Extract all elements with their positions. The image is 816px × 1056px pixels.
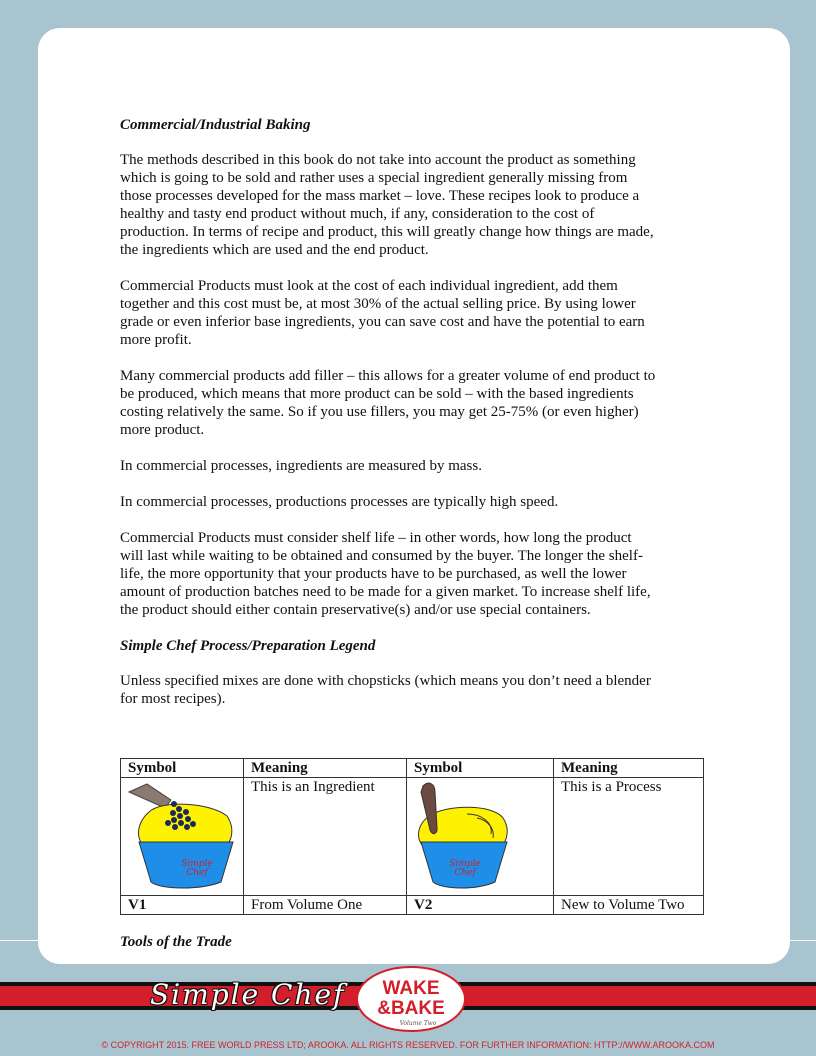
heading-legend: Simple Chef Process/Preparation Legend: [120, 638, 376, 654]
copyright-notice: © COPYRIGHT 2015. FREE WORLD PRESS LTD; AROOKA. ALL RIGHTS RESERVED. FOR FURTHER INFORMATION: HTTP://WWW.AROOKA.COM: [101, 1040, 715, 1050]
meaning-ingredient: This is an Ingredient: [244, 778, 407, 896]
svg-text:Chef: Chef: [186, 868, 208, 878]
header-meaning-1: Meaning: [244, 759, 407, 778]
paragraph-filler: Many commercial products add filler – this allows for a greater volume of end product to be produced, which means that more product can be sold – with the based ingredients costing relatively the same. So if you use fillers, you may get 25-75% (or even higher) more product.: [120, 368, 656, 438]
table-header-row: [121, 759, 704, 778]
heading-commercial-baking: Commercial/Industrial Baking: [120, 117, 311, 133]
table-row: [121, 896, 704, 915]
document-body: [120, 116, 705, 708]
header-symbol-1: Symbol: [121, 759, 244, 778]
process-bowl-icon: [407, 778, 553, 890]
logo-sub: Volume Two: [399, 1020, 437, 1027]
ingredient-symbol-cell: [121, 778, 244, 896]
heading-tools: Tools of the Trade: [120, 934, 232, 950]
wake-bake-logo: [356, 966, 466, 1032]
table-row: [121, 778, 704, 896]
ingredient-bowl-icon: [121, 778, 243, 890]
process-symbol-cell: [407, 778, 554, 896]
logo-line2: &BAKE: [377, 998, 445, 1019]
paragraph-mass: In commercial processes, ingredients are measured by mass.: [120, 458, 482, 474]
header-symbol-2: Symbol: [407, 759, 554, 778]
v2-label: V2: [407, 896, 554, 915]
paragraph-chopsticks: Unless specified mixes are done with chopsticks (which means you don’t need a blender for most recipes).: [120, 673, 651, 707]
bowl-brand-text: Simple: [181, 859, 213, 869]
logo-line1: WAKE: [382, 978, 440, 999]
paragraph-cost: Commercial Products must look at the cost of each individual ingredient, add them together and this cost must be, at most 30% of the actual selling price. By using lower grade or even inferior base ingredients, you can save cost and have the potential to earn more profit.: [120, 278, 645, 348]
v1-label: V1: [121, 896, 244, 915]
divider-line-left: [0, 940, 38, 941]
header-meaning-2: Meaning: [554, 759, 704, 778]
paragraph-speed: In commercial processes, productions processes are typically high speed.: [120, 494, 559, 510]
legend-table: [120, 758, 704, 915]
svg-text:Chef: Chef: [454, 868, 476, 878]
paragraph-love: The methods described in this book do not take into account the product as something which is going to be sold and rather uses a special ingredient generally missing from those processes developed for the mass market – love. These recipes look to produce a healthy and tasty end product without much, if any, consideration to the cost of production. In terms of recipe and product, this will greatly change how things are made, the ingredients which are used and the end product.: [120, 152, 654, 258]
v2-meaning: New to Volume Two: [554, 896, 704, 915]
meaning-process: This is a Process: [554, 778, 704, 896]
divider-line-right: [790, 940, 816, 941]
v1-meaning: From Volume One: [244, 896, 407, 915]
brand-wordmark: Simple Chef: [150, 978, 346, 1011]
svg-text:Simple: Simple: [449, 859, 481, 869]
paragraph-shelf-life: Commercial Products must consider shelf life – in other words, how long the product will last while waiting to be obtained and consumed by the buyer. The longer the shelf- life, the more opportunity that your products have to be purchased, as well the lower amount of production batches need to be made for a given market. To increase shelf life, the product should either contain preservative(s) and/or use special containers.: [120, 530, 651, 618]
